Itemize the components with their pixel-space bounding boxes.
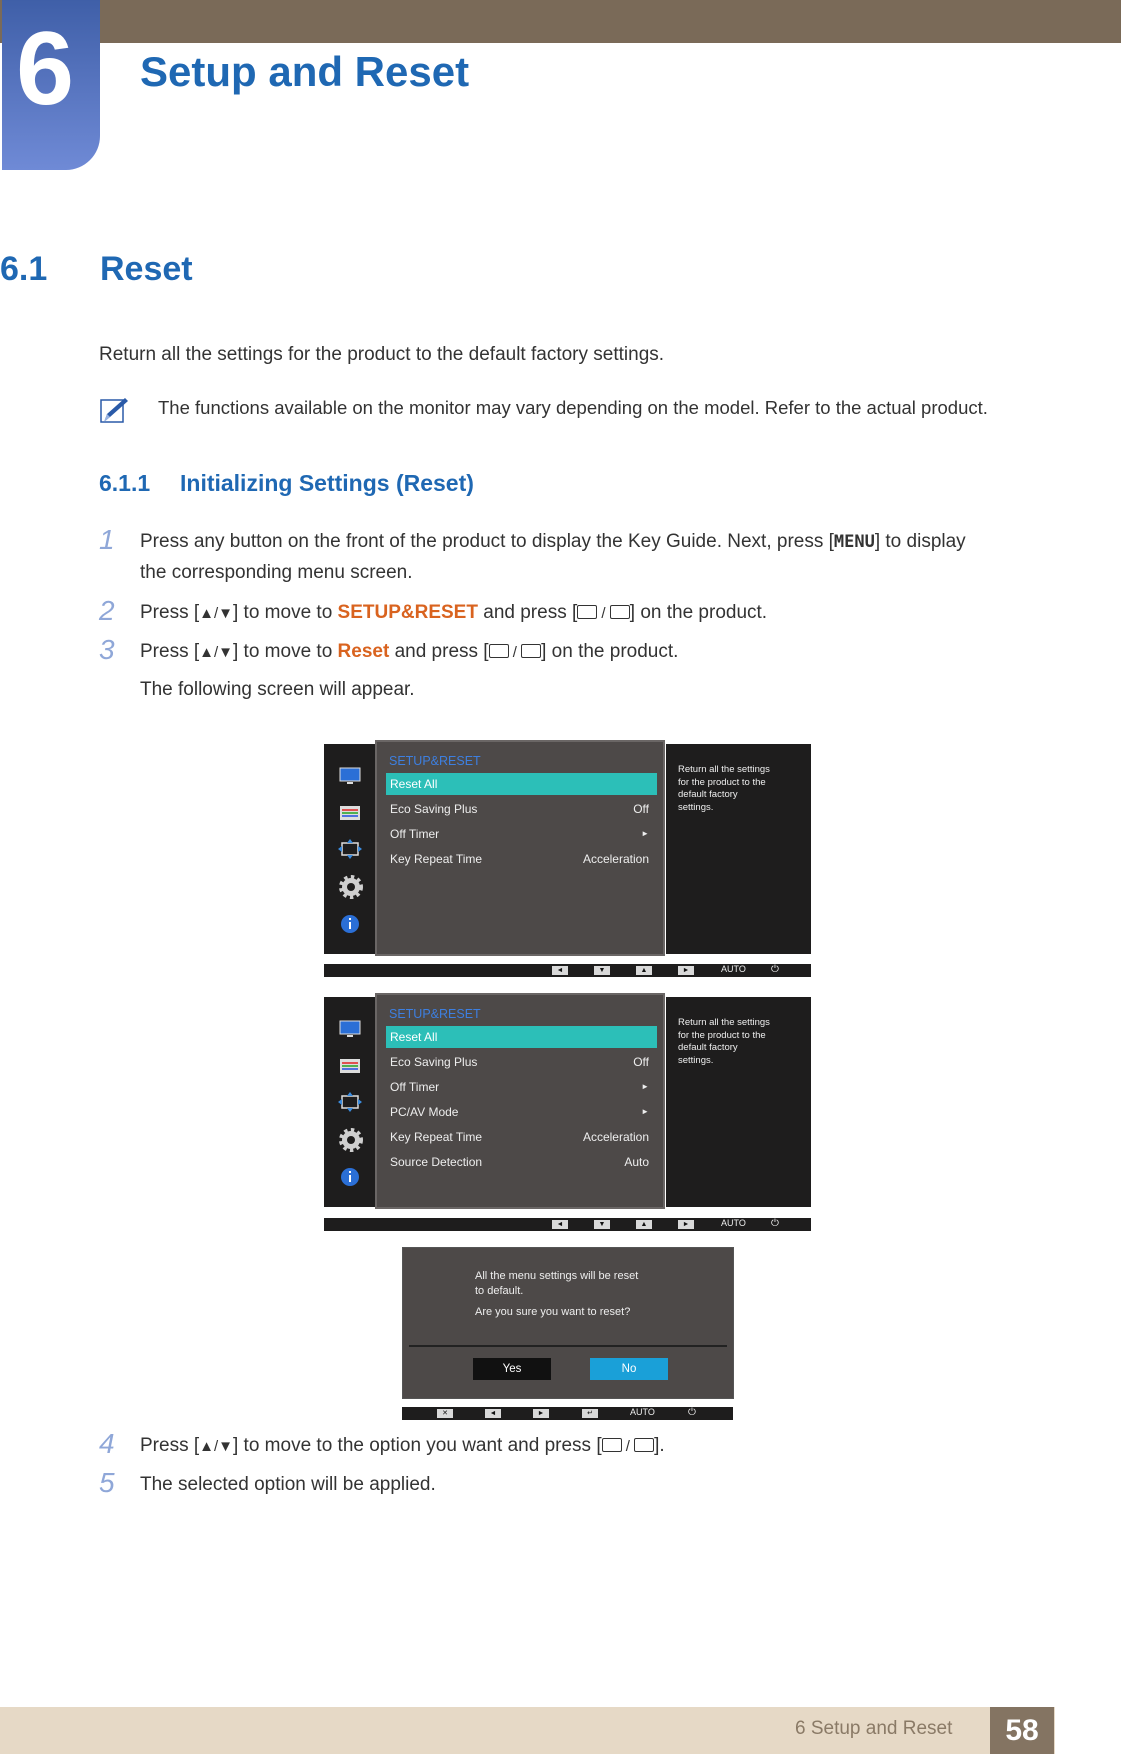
step-text-part: and press [ [389, 641, 489, 662]
osd-row-value: Off [633, 802, 649, 816]
no-button[interactable]: No [590, 1358, 668, 1380]
step-number: 4 [99, 1428, 115, 1459]
highlight-setup-reset: SETUP&RESET [337, 602, 478, 623]
left-key-icon[interactable]: ◄ [485, 1409, 501, 1418]
power-icon[interactable]: ⏻ [771, 1218, 779, 1229]
color-icon [338, 803, 362, 823]
information-icon [338, 914, 362, 934]
osd-menu-panel [375, 993, 665, 1209]
auto-key-label[interactable]: AUTO [630, 1407, 655, 1417]
osd-screen-1 [324, 744, 811, 954]
step-text-part: Press any button on the front of the product to display the Key Guide. Next, press [ [140, 531, 834, 552]
osd-description-panel [666, 997, 811, 1207]
osd-row-reset-all[interactable] [386, 1026, 657, 1048]
dialog-message-line2: to default. [475, 1285, 524, 1297]
source-button-icon [577, 605, 597, 619]
step-number: 5 [99, 1467, 115, 1498]
yes-button[interactable]: Yes [473, 1358, 551, 1380]
subsection-title: Initializing Settings (Reset) [180, 470, 474, 496]
auto-key-label[interactable]: AUTO [721, 1218, 746, 1228]
dialog-divider [409, 1345, 727, 1347]
menu-key: MENU [833, 532, 875, 552]
step-3-followup: The following screen will appear. [140, 679, 415, 700]
osd-row-label: Eco Saving Plus [390, 802, 478, 816]
section-title: Reset [100, 250, 193, 288]
up-down-arrows-icon: ▲/▼ [199, 1438, 233, 1455]
step-text-part: ]. [654, 1435, 665, 1456]
enter-key-icon[interactable]: ↵ [582, 1409, 598, 1418]
down-key-icon[interactable]: ▼ [594, 966, 610, 975]
power-icon[interactable]: ⏻ [688, 1407, 696, 1418]
submenu-arrow-icon: ► [641, 1107, 649, 1116]
osd-description: Return all the settings for the product to the default factory settings. [678, 764, 770, 813]
step-text-part: Press [ [140, 602, 200, 623]
step-5-text: The selected option will be applied. [140, 1474, 436, 1495]
enter-button-icon [610, 605, 630, 619]
step-text-part: and press [ [477, 602, 578, 623]
osd-menu-header: SETUP&RESET [389, 754, 481, 768]
step-text-part: Press [ [140, 1435, 200, 1456]
source-button-icon [489, 644, 509, 658]
up-key-icon[interactable]: ▲ [636, 1220, 652, 1229]
reset-confirm-dialog [402, 1247, 734, 1399]
enter-button-icon [521, 644, 541, 658]
osd-row-value: Off [633, 1055, 649, 1069]
osd-row-key-repeat-time[interactable] [386, 1126, 657, 1148]
step-text-part: ] on the product. [629, 602, 768, 623]
step-text-part: ] to move to [233, 641, 338, 662]
submenu-arrow-icon: ► [641, 829, 649, 838]
osd-menu-panel [375, 740, 665, 956]
osd-row-value: Acceleration [582, 1130, 649, 1144]
osd-row-value: Auto [624, 1155, 649, 1169]
information-icon [338, 1167, 362, 1187]
chapter-top-bar [0, 0, 1121, 43]
footer-chapter-label: 6 Setup and Reset [795, 1718, 953, 1739]
highlight-reset: Reset [337, 641, 390, 662]
subsection-number: 6.1.1 [99, 470, 151, 496]
step-number: 2 [99, 595, 115, 626]
size-position-icon [338, 839, 362, 859]
osd-sidebar [324, 744, 375, 954]
auto-key-label[interactable]: AUTO [721, 964, 746, 974]
picture-icon [338, 1019, 362, 1039]
left-key-icon[interactable]: ◄ [552, 966, 568, 975]
down-key-icon[interactable]: ▼ [594, 1220, 610, 1229]
osd-row-value: Acceleration [582, 852, 649, 866]
step-text-part: ] on the product. [541, 641, 679, 662]
note-pencil-icon [99, 396, 129, 426]
gear-icon [338, 1127, 362, 1147]
power-icon[interactable]: ⏻ [771, 964, 779, 975]
close-key-icon[interactable]: ✕ [437, 1409, 453, 1418]
chapter-title: Setup and Reset [140, 48, 470, 95]
osd-row-reset-all[interactable] [386, 773, 657, 795]
osd-row-label: Off Timer [390, 827, 440, 841]
color-icon [338, 1056, 362, 1076]
picture-icon [338, 766, 362, 786]
dialog-message-line1: All the menu settings will be reset [475, 1270, 639, 1282]
osd-row-label: Eco Saving Plus [390, 1055, 478, 1069]
osd-row-label: Off Timer [390, 1080, 440, 1094]
gear-icon [338, 874, 362, 894]
section-number: 6.1 [0, 250, 48, 288]
osd-row-pc-av-mode[interactable] [386, 1101, 657, 1123]
right-key-icon[interactable]: ► [678, 1220, 694, 1229]
step-number: 3 [99, 634, 115, 665]
osd-row-off-timer[interactable] [386, 823, 657, 845]
osd-description-panel [666, 744, 811, 954]
page-number: 58 [990, 1707, 1054, 1754]
step-text-part: ] to move to [233, 602, 338, 623]
step-text-part: ] to move to the option you want and press [ [233, 1435, 602, 1456]
osd-menu-header: SETUP&RESET [389, 1007, 481, 1021]
up-key-icon[interactable]: ▲ [636, 966, 652, 975]
osd-description: Return all the settings for the product to the default factory settings. [678, 1017, 770, 1066]
osd-row-label: Key Repeat Time [390, 1130, 483, 1144]
osd-row-key-repeat-time[interactable] [386, 848, 657, 870]
enter-button-icon [634, 1438, 654, 1452]
osd-key-guide-2 [324, 1218, 811, 1231]
step-number: 1 [99, 524, 115, 555]
dialog-key-guide [402, 1407, 733, 1420]
osd-screen-2 [324, 997, 811, 1207]
osd-row-label: Reset All [390, 1030, 438, 1044]
osd-row-eco-saving-plus[interactable] [386, 798, 657, 820]
up-down-arrows-icon: ▲/▼ [199, 605, 233, 622]
left-key-icon[interactable]: ◄ [552, 1220, 568, 1229]
chapter-number: 6 [16, 11, 74, 127]
osd-row-label: PC/AV Mode [390, 1105, 459, 1119]
osd-row-off-timer[interactable] [386, 1076, 657, 1098]
osd-row-eco-saving-plus[interactable] [386, 1051, 657, 1073]
right-key-icon[interactable]: ► [678, 966, 694, 975]
osd-row-label: Reset All [390, 777, 438, 791]
right-key-icon[interactable]: ► [533, 1409, 549, 1418]
submenu-arrow-icon: ► [641, 1082, 649, 1091]
osd-row-source-detection[interactable] [386, 1151, 657, 1173]
source-button-icon [602, 1438, 622, 1452]
step-1-text-cont: the corresponding menu screen. [140, 562, 413, 583]
step-1-text [140, 531, 1080, 553]
size-position-icon [338, 1092, 362, 1112]
osd-key-guide-1 [324, 964, 811, 977]
step-2-text: Press [▲/▼] to move to SETUP&RESET and press [ / ] on the product. [140, 602, 768, 623]
up-down-arrows-icon: ▲/▼ [199, 644, 233, 661]
step-text-part: ] to display [874, 531, 966, 552]
step-3-text: Press [▲/▼] to move to Reset and press [ / ] on the product. [140, 641, 679, 662]
osd-row-label: Source Detection [390, 1155, 483, 1169]
note-text: The functions available on the monitor may vary depending on the model. Refer to the actual product. [158, 397, 988, 418]
step-text-part: Press [ [140, 641, 200, 662]
osd-sidebar [324, 997, 375, 1207]
intro-text: Return all the settings for the product to the default factory settings. [99, 344, 665, 365]
dialog-question: Are you sure you want to reset? [475, 1306, 631, 1318]
step-4-text: Press [▲/▼] to move to the option you want and press [ / ]. [140, 1435, 665, 1456]
osd-row-label: Key Repeat Time [390, 852, 483, 866]
